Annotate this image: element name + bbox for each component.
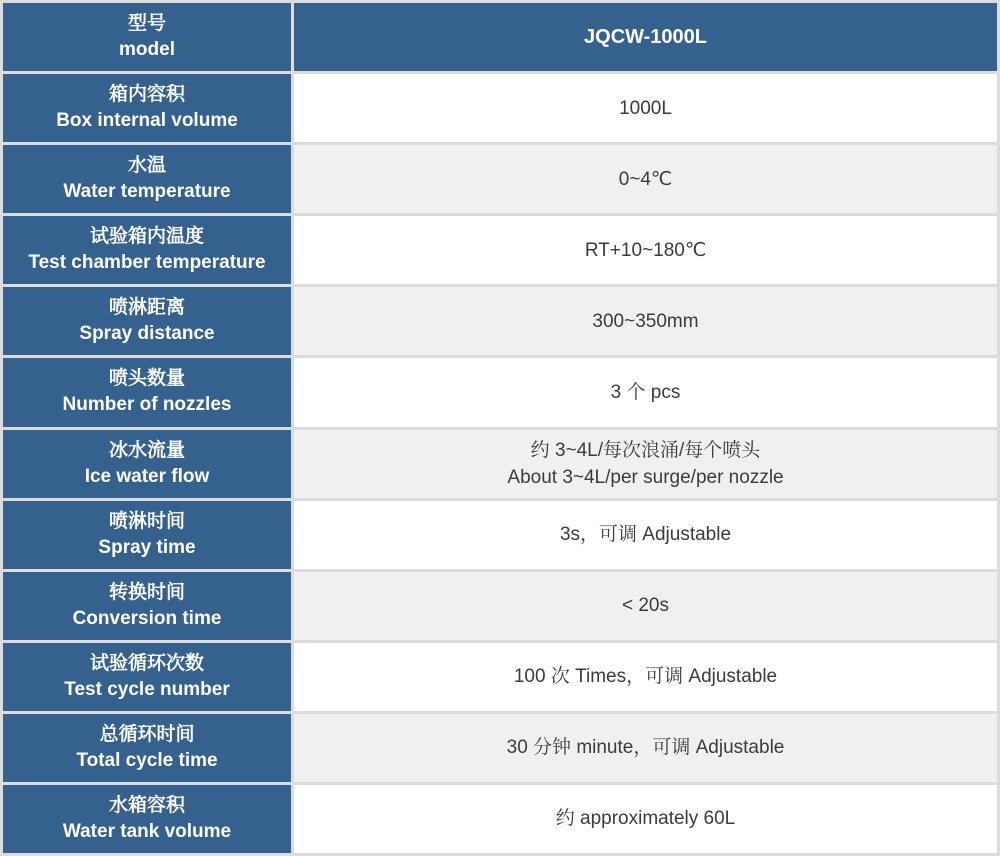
row-value-line: About 3~4L/per surge/per nozzle <box>507 466 784 488</box>
header-value-cell <box>294 3 997 71</box>
row-value-cell <box>294 572 997 640</box>
row-label-zh: 喷淋距离 <box>108 297 185 319</box>
row-value-line: 约 3~4L/每次浪涌/每个喷头 <box>530 439 761 461</box>
row-value-cell <box>294 287 997 355</box>
header-label-cell <box>3 3 291 71</box>
row-value-line: 30 分钟 minute，可调 Adjustable <box>506 737 785 759</box>
row-value-cell <box>294 74 997 142</box>
row-label-cell <box>3 572 291 640</box>
row-label-zh: 喷头数量 <box>108 368 185 390</box>
row-label-en: Conversion time <box>72 607 222 629</box>
row-label-cell <box>3 714 291 782</box>
row-label-cell <box>3 785 291 853</box>
row-value-cell <box>294 714 997 782</box>
row-value-line: 3 个 pcs <box>610 381 681 403</box>
row-label-en: Water tank volume <box>62 820 232 842</box>
row-label-zh: 箱内容积 <box>108 84 185 106</box>
row-label-en: Test cycle number <box>64 678 230 700</box>
row-label-cell <box>3 287 291 355</box>
row-label-cell <box>3 74 291 142</box>
row-value-line: 约 approximately 60L <box>555 808 736 830</box>
row-label-en: Water temperature <box>63 181 231 203</box>
row-value-cell <box>294 358 997 426</box>
row-value-line: 100 次 Times，可调 Adjustable <box>513 666 778 688</box>
row-label-en: Total cycle time <box>76 749 218 771</box>
row-label-cell <box>3 145 291 213</box>
row-value-cell <box>294 501 997 569</box>
row-label-en: Number of nozzles <box>62 394 232 416</box>
header-value: JQCW-1000L <box>584 25 707 48</box>
row-value-line: 1000L <box>619 97 672 119</box>
row-label-en: Box internal volume <box>56 110 238 132</box>
row-value-cell <box>294 643 997 711</box>
row-label-zh: 冰水流量 <box>108 439 185 461</box>
row-label-cell <box>3 216 291 284</box>
row-value-line: RT+10~180℃ <box>584 239 707 261</box>
row-label-zh: 转换时间 <box>108 581 185 603</box>
row-label-cell <box>3 358 291 426</box>
row-label-zh: 试验循环次数 <box>89 652 204 674</box>
row-value-cell <box>294 785 997 853</box>
row-label-cell <box>3 430 291 498</box>
row-label-zh: 总循环时间 <box>99 723 195 745</box>
row-value-cell <box>294 145 997 213</box>
header-label-en: model <box>119 39 175 61</box>
row-value-cell <box>294 216 997 284</box>
header-label-zh: 型号 <box>127 13 166 35</box>
row-label-cell <box>3 643 291 711</box>
row-value-cell <box>294 430 997 498</box>
row-label-zh: 喷淋时间 <box>108 510 185 532</box>
row-label-en: Test chamber temperature <box>28 252 266 274</box>
row-label-zh: 水温 <box>127 155 166 177</box>
row-value-line: 300~350mm <box>592 310 699 332</box>
row-value-line: < 20s <box>621 595 669 617</box>
row-label-zh: 试验箱内温度 <box>89 226 204 248</box>
row-label-en: Spray distance <box>79 323 215 345</box>
row-label-zh: 水箱容积 <box>108 794 185 816</box>
row-label-en: Spray time <box>98 536 196 558</box>
row-label-en: Ice water flow <box>84 465 210 487</box>
row-label-cell <box>3 501 291 569</box>
row-value-line: 3s，可调 Adjustable <box>559 524 732 546</box>
row-value-line: 0~4℃ <box>618 168 673 190</box>
